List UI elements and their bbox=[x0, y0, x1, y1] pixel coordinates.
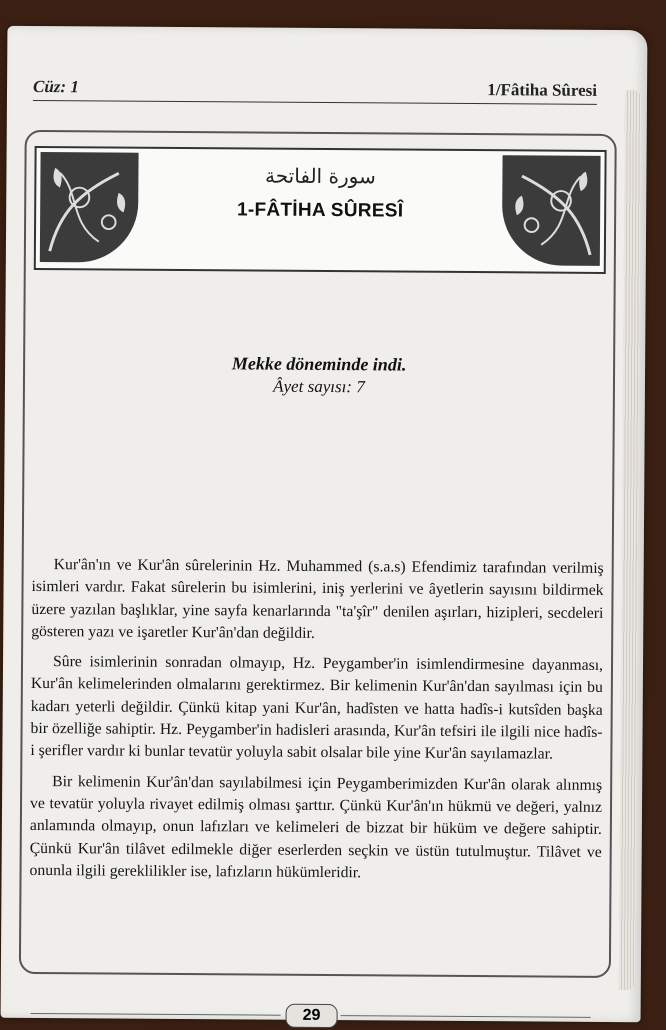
body-text bbox=[29, 554, 603, 894]
revelation-place: Mekke döneminde indi. bbox=[231, 353, 407, 375]
paragraph: Sûre isimlerinin sonradan olmayıp, Hz. Peygamber'in isimlendirmesine dayanması, Kur'ân kelimelerinden olmalarını gerektirmez. Bir kelimenin Kur'ân'dan sayılması için bu kadarı yeterli değildir. Çünkü kitap yani Kur'ân, hadîsten ve hatta hadîs-i kutsîden başka bir özelliğe sahiptir. Hz. Peygamber'in hadisleri arasında, Kur'ân tefsiri ile ilgili nice hadîs-i şerifler vardır ki bunlar tevatür yoluyla sabit olsalar bile yine Kur'ân sayılamazlar. bbox=[30, 653, 604, 763]
surah-running-title: 1/Fâtiha Sûresi bbox=[487, 80, 598, 100]
surah-title: 1-FÂTİHA SÛRESÎ bbox=[236, 199, 404, 222]
surah-banner bbox=[34, 146, 607, 274]
page-number-rule-right bbox=[341, 1015, 591, 1018]
content-frame bbox=[19, 130, 617, 978]
book-page bbox=[1, 26, 648, 1022]
surah-info bbox=[25, 352, 613, 399]
running-header bbox=[33, 74, 597, 105]
page-edges bbox=[619, 90, 641, 990]
juz-label: Cüz: 1 bbox=[32, 76, 79, 97]
page-number-rule-left bbox=[31, 1013, 281, 1016]
verse-count: Âyet sayısı: 7 bbox=[273, 376, 365, 397]
paragraph: Kur'ân'ın ve Kur'ân sûrelerinin Hz. Muhammed (s.a.s) Efendimiz tarafından verilmiş isimleri vardır. Fakat sûrelerin bu isimlerini, iniş yerlerini ve âyetlerin sayısını bildirmek üzere yazılan başlıklar, yine sayfa kenarlarında "ta'şîr" denilen aşırları, hizipleri, secdeleri gösteren yazı ve işaretler Kur'ân'dan değildir. bbox=[31, 556, 604, 642]
arabic-surah-title: سورة الفاتحة bbox=[265, 163, 376, 189]
page-number: 29 bbox=[285, 1004, 337, 1028]
paragraph: Bir kelimenin Kur'ân'dan sayılabilmesi için Peygamberimizden Kur'ân olarak alınmış ve tevatür yoluyla rivayet edilmiş olması şarttır. Çünkü Kur'ân'ın hükmü ve değeri, yalnız anlamında olmayıp, onun lafızları ve kelimeleri de bizzat bir hüküm ve değere sahiptir. Çünkü Kur'ân tilâvet edilmekle diğer eserlerden seçkin ve üstün tutulmuştur. Tilâvet ve onunla ilgili gereklilikler ise, lafızların hükümleridir. bbox=[29, 772, 603, 882]
